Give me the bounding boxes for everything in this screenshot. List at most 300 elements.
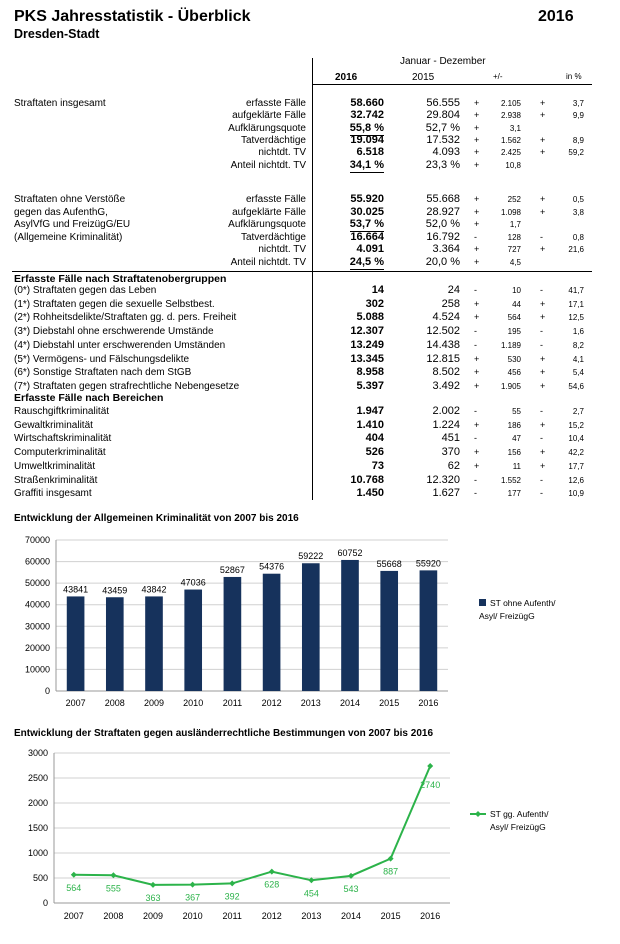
pct-value: 21,6 — [568, 245, 584, 255]
value-2015: 23,3 % — [425, 158, 460, 171]
y-tick-label: 0 — [42, 898, 48, 908]
pct-sign: + — [540, 206, 546, 217]
series-line — [74, 766, 430, 885]
value-2016: 1.947 — [356, 405, 384, 417]
bar-value-label: 43842 — [141, 584, 167, 595]
bar-value-label: 47036 — [180, 577, 206, 588]
point-value-label: 543 — [343, 883, 359, 894]
section4-heading: Erfasste Fälle nach Bereichen — [14, 392, 164, 404]
table-row — [0, 134, 620, 147]
table-row — [0, 339, 620, 352]
row-label: Anteil nichtdt. TV — [230, 257, 306, 268]
diff-value: 3,1 — [509, 123, 521, 133]
pct-sign: - — [540, 285, 543, 295]
row-label: aufgeklärte Fälle — [232, 110, 306, 122]
value-2016: 10.768 — [350, 473, 384, 486]
value-2016: 34,1 % — [349, 158, 384, 171]
x-tick-label: 2009 — [142, 911, 164, 921]
data-point — [110, 872, 116, 878]
point-value-label: 363 — [145, 892, 161, 903]
pct-value: 3,8 — [572, 207, 584, 217]
pct-value: 8,2 — [572, 340, 584, 350]
y-tick-label: 1000 — [27, 848, 48, 858]
table-row — [0, 446, 620, 459]
x-tick-label: 2013 — [300, 698, 321, 708]
diff-value: 1.552 — [500, 475, 521, 485]
diff-value: 156 — [507, 448, 521, 458]
data-point — [427, 763, 433, 769]
row-label: Anteil nichtdt. TV — [230, 159, 306, 171]
pct-value: 8,9 — [572, 135, 584, 145]
diff-sign: + — [474, 110, 480, 121]
x-tick-label: 2011 — [222, 698, 243, 708]
bar — [106, 597, 124, 691]
diff-value: 1.098 — [500, 207, 521, 217]
row-label: (4*) Diebstahl unter erschwerenden Umständen — [14, 339, 226, 351]
table-row — [0, 122, 620, 135]
pct-sign: + — [540, 419, 546, 430]
table-row — [0, 325, 620, 338]
diff-sign: + — [474, 419, 480, 430]
x-tick-label: 2007 — [63, 911, 84, 921]
y-tick-label: 1500 — [27, 823, 48, 833]
x-tick-label: 2016 — [420, 911, 441, 921]
value-2015: 12.502 — [426, 325, 460, 338]
row-label: erfasste Fälle — [245, 194, 306, 205]
group2-label-text: AsylVfG und FreizügG/EU — [14, 219, 131, 231]
report-year: 2016 — [538, 8, 574, 25]
value-2016: 526 — [365, 446, 384, 459]
bar — [341, 560, 359, 691]
x-tick-label: 2016 — [418, 698, 439, 708]
legend-marker — [475, 811, 481, 817]
value-2015: 3.364 — [432, 243, 460, 256]
legend-label: Asyl/ FreizügG — [490, 822, 546, 832]
diff-value: 727 — [507, 245, 521, 255]
pct-value: 1,6 — [572, 327, 584, 337]
value-2015: 1.627 — [432, 487, 460, 500]
row-label: Wirtschaftskriminalität — [14, 433, 112, 445]
pct-sign: + — [540, 147, 546, 158]
table-row — [0, 380, 620, 393]
x-tick-label: 2014 — [340, 911, 362, 921]
row-label: Tatverdächtige — [240, 231, 306, 243]
diff-sign: + — [474, 312, 480, 323]
value-2015: 56.555 — [426, 97, 460, 109]
diff-sign: + — [474, 447, 480, 458]
value-2015: 2.002 — [432, 405, 460, 417]
table-row — [0, 218, 620, 231]
pct-sign: - — [540, 488, 543, 499]
y-tick-label: 70000 — [24, 535, 50, 545]
value-2016: 1.450 — [356, 487, 384, 500]
pct-sign: + — [540, 98, 546, 108]
diff-value: 530 — [507, 354, 521, 364]
value-2015: 28.927 — [426, 205, 460, 218]
diff-sign: - — [474, 433, 477, 444]
data-point — [71, 872, 77, 878]
diff-value: 252 — [507, 195, 521, 204]
diff-value: 11 — [512, 461, 521, 471]
pct-value: 10,9 — [568, 489, 584, 499]
row-label: Umweltkriminalität — [14, 460, 96, 472]
diff-sign: + — [474, 98, 480, 108]
row-label: (3*) Diebstahl ohne erschwerende Umstände — [14, 326, 214, 338]
bar — [420, 570, 438, 691]
pct-sign: + — [540, 244, 546, 255]
value-2015: 55.668 — [426, 193, 460, 205]
row-label: Tatverdächtige — [240, 134, 306, 146]
row-label: (5*) Vermögens- und Fälschungsdelikte — [14, 353, 190, 365]
line-chart-title: Entwicklung der Straftaten gegen ausländerrechtliche Bestimmungen von 2007 bis 2016 — [14, 728, 434, 739]
diff-sign: + — [474, 122, 480, 133]
value-2015: 3.492 — [432, 379, 460, 392]
value-2016: 1.410 — [356, 418, 384, 431]
value-2015: 12.815 — [426, 352, 460, 365]
value-2016: 55.920 — [350, 193, 384, 205]
y-tick-label: 30000 — [24, 621, 50, 632]
row-label: nichtdt. TV — [258, 244, 306, 256]
row-label: erfasste Fälle — [245, 98, 306, 109]
diff-sign: + — [474, 353, 480, 364]
col-2015-header: 2015 — [412, 72, 435, 83]
x-tick-label: 2007 — [65, 698, 86, 708]
value-2015: 14.438 — [426, 338, 460, 351]
x-tick-label: 2014 — [339, 698, 361, 708]
value-2016: 13.345 — [350, 352, 384, 365]
table-row — [0, 298, 620, 311]
pct-value: 10,4 — [568, 434, 584, 444]
row-label: (7*) Straftaten gegen strafrechtliche Nebengesetze — [14, 380, 240, 392]
group2-label-text: (Allgemeine Kriminalität) — [14, 231, 123, 243]
x-tick-label: 2013 — [301, 911, 322, 921]
diff-value: 2.105 — [500, 99, 521, 108]
x-tick-label: 2008 — [103, 911, 124, 921]
y-tick-label: 2500 — [27, 773, 48, 783]
point-value-label: 555 — [105, 883, 121, 894]
row-label: Rauschgiftkriminalität — [14, 406, 110, 417]
diff-value: 1,7 — [509, 220, 521, 230]
value-2015: 4.093 — [432, 146, 460, 159]
row-label: Computerkriminalität — [14, 447, 106, 459]
diff-sign: + — [474, 257, 480, 267]
table-row — [0, 159, 620, 172]
value-2016: 24,5 % — [349, 256, 384, 268]
x-tick-label: 2010 — [183, 698, 204, 708]
point-value-label: 367 — [185, 892, 201, 903]
row-label: (2*) Rohheitsdelikte/Straftaten gg. d. pers. Freiheit — [14, 312, 237, 324]
line-chart — [0, 744, 620, 936]
table-row — [0, 206, 620, 219]
pct-value: 0,5 — [572, 195, 584, 204]
row-label: aufgeklärte Fälle — [232, 206, 306, 218]
value-2016: 19.094 — [350, 133, 384, 146]
table-row — [0, 256, 620, 269]
bar-value-label: 43459 — [102, 585, 128, 596]
diff-sign: - — [474, 231, 477, 242]
diff-sign: - — [474, 339, 477, 350]
row-label: Aufklärungsquote — [228, 219, 306, 231]
group2-label-text: gegen das AufenthG, — [14, 206, 108, 218]
pct-value: 4,1 — [572, 354, 584, 364]
diff-value: 4,5 — [509, 258, 521, 267]
diff-value: 564 — [507, 313, 521, 323]
diff-sign: + — [474, 147, 480, 158]
bar-value-label: 54376 — [259, 561, 285, 572]
table-row — [0, 193, 620, 206]
x-tick-label: 2008 — [104, 698, 125, 708]
table-row — [0, 487, 620, 500]
value-2015: 52,7 % — [425, 121, 460, 134]
period-label: Januar - Dezember — [400, 56, 486, 67]
pct-value: 17,7 — [568, 461, 584, 471]
table-row — [0, 97, 620, 110]
pct-value: 12,6 — [568, 475, 584, 485]
value-2016: 6.518 — [356, 146, 384, 159]
value-2016: 404 — [365, 432, 384, 445]
data-point — [190, 882, 196, 888]
x-tick-label: 2015 — [379, 698, 400, 708]
diff-sign: + — [474, 194, 480, 204]
bar — [263, 574, 281, 691]
x-tick-label: 2012 — [261, 911, 282, 921]
pct-sign: + — [540, 353, 546, 364]
section-rule — [12, 271, 592, 272]
legend-swatch — [479, 599, 486, 606]
table-row — [0, 432, 620, 445]
pct-sign: + — [540, 447, 546, 458]
diff-value: 10 — [512, 286, 521, 295]
table-row — [0, 231, 620, 244]
bar — [145, 596, 163, 691]
point-value-label: 887 — [383, 866, 399, 877]
col-2016-header: 2016 — [335, 72, 358, 83]
group1-label: Straftaten insgesamt — [14, 98, 106, 109]
y-tick-label: 40000 — [24, 599, 50, 610]
y-tick-label: 20000 — [24, 642, 50, 653]
pct-sign: - — [540, 339, 543, 350]
pct-sign: + — [540, 134, 546, 145]
diff-value: 2.938 — [500, 111, 521, 121]
value-2015: 258 — [441, 297, 460, 310]
x-tick-label: 2012 — [261, 698, 282, 708]
group2-label-text: Straftaten ohne Verstöße — [14, 194, 126, 205]
diff-sign: - — [474, 488, 477, 499]
diff-sign: + — [474, 206, 480, 217]
value-2015: 62 — [447, 459, 460, 472]
bar-value-label: 59222 — [298, 551, 324, 562]
value-2015: 370 — [441, 446, 460, 459]
value-2015: 29.804 — [426, 109, 460, 122]
pct-sign: + — [540, 110, 546, 121]
value-2016: 53,7 % — [349, 218, 384, 231]
pct-sign: - — [540, 406, 543, 416]
bar-value-label: 43841 — [63, 584, 89, 595]
diff-value: 177 — [507, 489, 521, 499]
value-2016: 32.742 — [350, 109, 384, 122]
table-row — [0, 284, 620, 297]
table-row — [0, 311, 620, 324]
diff-value: 10,8 — [505, 160, 521, 170]
pct-value: 3,7 — [572, 99, 584, 108]
bar-value-label: 55668 — [376, 558, 402, 569]
row-label: Gewaltkriminalität — [14, 419, 93, 431]
row-label: (1*) Straftaten gegen die sexuelle Selbstbest. — [14, 298, 215, 310]
value-2015: 8.502 — [432, 366, 460, 379]
value-2015: 1.224 — [432, 418, 460, 431]
row-label: (0*) Straftaten gegen das Leben — [14, 285, 157, 296]
table-row — [0, 109, 620, 122]
region-subtitle: Dresden-Stadt — [14, 27, 100, 41]
diff-value: 195 — [507, 327, 521, 337]
bar-chart-title: Entwicklung der Allgemeinen Kriminalität von 2007 bis 2016 — [14, 513, 299, 524]
pct-value: 2,7 — [572, 407, 584, 416]
value-2016: 73 — [371, 459, 384, 472]
y-tick-label: 2000 — [27, 798, 48, 808]
data-point — [229, 880, 235, 886]
bar — [184, 590, 202, 691]
legend-label: ST ohne Aufenth/ — [490, 598, 556, 608]
pct-sign: + — [540, 298, 546, 309]
diff-sign: - — [474, 285, 477, 295]
row-label: (6*) Sonstige Straftaten nach dem StGB — [14, 367, 192, 379]
table-row — [0, 474, 620, 487]
diff-sign: + — [474, 298, 480, 309]
col-diff-header: +/- — [493, 72, 503, 81]
pct-sign: + — [540, 367, 546, 378]
table-row — [0, 353, 620, 366]
diff-sign: + — [474, 134, 480, 145]
diff-value: 1.562 — [500, 135, 521, 145]
point-value-label: 2740 — [420, 780, 441, 790]
value-2016: 5.088 — [356, 311, 384, 324]
pct-value: 12,5 — [568, 313, 584, 323]
pct-sign: - — [540, 474, 543, 485]
diff-sign: - — [474, 474, 477, 485]
table-row — [0, 405, 620, 418]
value-2016: 302 — [365, 297, 384, 310]
diff-sign: + — [474, 380, 480, 391]
value-2016: 16.664 — [350, 230, 384, 243]
data-point — [388, 856, 394, 862]
row-label: nichtdt. TV — [258, 147, 306, 159]
pct-sign: + — [540, 380, 546, 391]
value-2015: 20,0 % — [425, 256, 460, 268]
header-rule — [312, 84, 592, 85]
value-2016: 13.249 — [350, 338, 384, 351]
row-label: Straßenkriminalität — [14, 474, 98, 486]
diff-sign: + — [474, 219, 480, 230]
pct-value: 15,2 — [568, 420, 584, 430]
diff-value: 47 — [512, 434, 521, 444]
y-tick-label: 60000 — [24, 556, 50, 567]
col-pct-header: in % — [566, 72, 582, 81]
table-row — [0, 146, 620, 159]
diff-value: 44 — [512, 299, 521, 309]
pct-sign: + — [540, 460, 546, 471]
value-2016: 14 — [371, 284, 384, 296]
value-2015: 4.524 — [432, 311, 460, 324]
data-point — [269, 869, 275, 875]
table-row — [0, 460, 620, 473]
row-label: Aufklärungsquote — [228, 122, 306, 134]
pct-sign: + — [540, 312, 546, 323]
diff-sign: + — [474, 244, 480, 255]
pct-value: 59,2 — [568, 148, 584, 158]
page-title: PKS Jahresstatistik - Überblick — [14, 8, 251, 25]
diff-sign: + — [474, 460, 480, 471]
value-2015: 52,0 % — [425, 218, 460, 231]
row-label: Graffiti insgesamt — [14, 488, 92, 500]
diff-sign: - — [474, 406, 477, 416]
value-2016: 12.307 — [350, 325, 384, 338]
pct-value: 9,9 — [572, 111, 584, 121]
table-row — [0, 366, 620, 379]
value-2016: 30.025 — [350, 205, 384, 218]
bar-chart — [0, 530, 620, 720]
diff-sign: + — [474, 367, 480, 378]
data-point — [150, 882, 156, 888]
value-2016: 58.660 — [350, 97, 384, 109]
pct-value: 17,1 — [568, 299, 584, 309]
value-2016: 55,8 % — [349, 121, 384, 134]
pct-value: 0,8 — [572, 232, 584, 242]
diff-value: 128 — [507, 232, 521, 242]
x-tick-label: 2011 — [222, 911, 242, 921]
point-value-label: 454 — [303, 888, 319, 899]
point-value-label: 628 — [264, 879, 280, 890]
pct-sign: - — [540, 326, 543, 337]
section3-heading: Erfasste Fälle nach Straftatenobergruppen — [14, 273, 227, 285]
y-tick-label: 3000 — [27, 748, 48, 758]
bar — [302, 563, 320, 691]
pct-sign: + — [540, 194, 546, 204]
bar-value-label: 55920 — [415, 558, 441, 569]
pct-sign: - — [540, 433, 543, 444]
bar — [224, 577, 242, 691]
value-2015: 12.320 — [426, 473, 460, 486]
table-row — [0, 419, 620, 432]
bar-value-label: 52867 — [219, 564, 245, 575]
y-tick-label: 50000 — [24, 578, 50, 589]
value-2016: 8.958 — [356, 366, 384, 379]
x-tick-label: 2015 — [380, 911, 401, 921]
y-tick-label: 10000 — [24, 664, 50, 675]
x-tick-label: 2010 — [182, 911, 203, 921]
value-2016: 4.091 — [356, 243, 384, 256]
diff-value: 186 — [507, 420, 521, 430]
diff-sign: + — [474, 159, 480, 170]
pct-value: 54,6 — [568, 381, 584, 391]
x-tick-label: 2009 — [143, 698, 165, 708]
bar-value-label: 60752 — [337, 547, 363, 558]
value-2015: 17.532 — [426, 133, 460, 146]
y-tick-label: 500 — [32, 873, 48, 883]
diff-value: 456 — [507, 368, 521, 378]
legend-label: ST gg. Aufenth/ — [490, 809, 549, 819]
bar — [67, 596, 85, 691]
point-value-label: 392 — [224, 891, 240, 902]
diff-sign: - — [474, 326, 477, 337]
diff-value: 1.905 — [500, 381, 521, 391]
value-2016: 5.397 — [356, 379, 384, 392]
value-2015: 24 — [447, 284, 460, 296]
pct-value: 5,4 — [572, 368, 584, 378]
diff-value: 1.189 — [500, 340, 521, 350]
table-row — [0, 243, 620, 256]
bar — [380, 571, 398, 691]
value-2015: 451 — [441, 432, 460, 445]
